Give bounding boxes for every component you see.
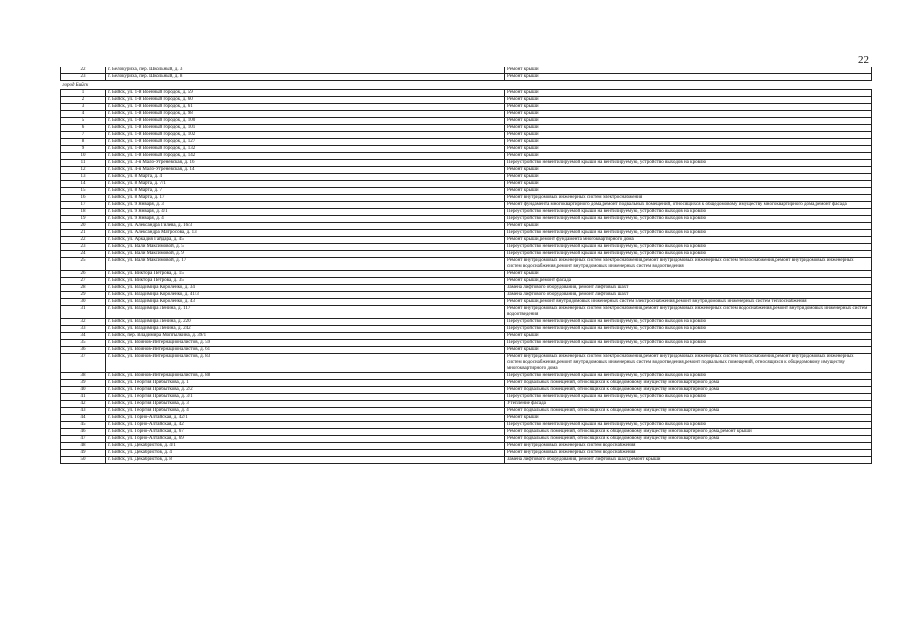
row-number: 9 xyxy=(61,146,106,153)
row-number: 3 xyxy=(61,104,106,111)
row-number: 18 xyxy=(61,209,106,216)
work-type-cell: Переустройство невентилируемой крыши на вентилируемую, устройство выходов на кровлю xyxy=(505,160,872,167)
address-cell: г. Бийск, ул. Вали Максимовой, д. 9 xyxy=(106,251,505,258)
row-number: 5 xyxy=(61,118,106,125)
row-number: 40 xyxy=(61,387,106,394)
work-type-cell: Ремонт крыши,ремонт внутридомовых инженерных систем электроснабжения,ремонт внутридомовых инженерных систем теплоснабжения xyxy=(505,299,872,306)
row-number: 7 xyxy=(61,132,106,139)
work-type-cell: Ремонт крыши xyxy=(505,90,872,97)
table-row xyxy=(61,319,872,326)
row-number: 30 xyxy=(61,299,106,306)
table-row xyxy=(61,380,872,387)
table-row xyxy=(61,278,872,285)
row-number: 22 xyxy=(61,237,106,244)
table-row xyxy=(61,97,872,104)
row-number: 32 xyxy=(61,319,106,326)
address-cell: г. Бийск, ул. 1-й Военный городок, д. 132 xyxy=(106,146,505,153)
row-number: 29 xyxy=(61,292,106,299)
table-row xyxy=(61,387,872,394)
address-cell: г. Белокуриха, пер. Школьный, д. 8 xyxy=(106,74,505,81)
row-number: 37 xyxy=(61,354,106,373)
row-number: 50 xyxy=(61,457,106,464)
address-cell: г. Бийск, ул. 9 Января, д. 3 xyxy=(106,202,505,209)
table-row xyxy=(61,237,872,244)
table-row xyxy=(61,401,872,408)
work-type-cell: Переустройство невентилируемой крыши на вентилируемую, устройство выходов на кровлю xyxy=(505,319,872,326)
address-cell: г. Бийск, ул. 3-я Мало-Угреневская, д. 16 xyxy=(106,160,505,167)
table-row xyxy=(61,354,872,373)
work-type-cell: Ремонт крыши xyxy=(505,153,872,160)
row-number: 15 xyxy=(61,188,106,195)
address-cell: г. Бийск, ул. Горно-Алтайская, д. 67 xyxy=(106,429,505,436)
address-cell: г. Бийск, ул. Владимира Короленко, д. 43 xyxy=(106,299,505,306)
work-type-cell: Ремонт внутридомовых инженерных систем водоснабжения xyxy=(505,450,872,457)
work-type-cell: Ремонт крыши xyxy=(505,118,872,125)
work-type-cell: Переустройство невентилируемой крыши на вентилируемую, устройство выходов на кровлю xyxy=(505,216,872,223)
row-number: 8 xyxy=(61,139,106,146)
address-cell: г. Бийск, ул. Виктора Петрова, д. 15 xyxy=(106,271,505,278)
work-type-cell: Переустройство невентилируемой крыши на вентилируемую, устройство выходов на кровлю xyxy=(505,244,872,251)
row-number: 25 xyxy=(61,258,106,271)
work-type-cell: Ремонт подвальных помещений, относящихся к общедомовому имуществу многоквартирного дома xyxy=(505,380,872,387)
table-row xyxy=(61,373,872,380)
work-type-cell: Переустройство невентилируемой крыши на вентилируемую, устройство выходов на кровлю xyxy=(505,373,872,380)
work-type-cell: Ремонт внутридомовых инженерных систем электроснабжения xyxy=(505,195,872,202)
work-type-cell: Переустройство невентилируемой крыши на вентилируемую, устройство выходов на кровлю xyxy=(505,251,872,258)
work-type-cell: Ремонт крыши xyxy=(505,188,872,195)
table-row xyxy=(61,258,872,271)
row-number: 12 xyxy=(61,167,106,174)
work-type-cell: Ремонт крыши xyxy=(505,97,872,104)
table-row xyxy=(61,188,872,195)
address-cell: г. Бийск, ул. 1-й Военный городок, д. 61 xyxy=(106,104,505,111)
row-number: 45 xyxy=(61,422,106,429)
row-number: 23 xyxy=(61,244,106,251)
table-row xyxy=(61,333,872,340)
work-type-cell: Замена лифтового оборудования, ремонт лифтовых шахт,ремонт крыши xyxy=(505,457,872,464)
table-row xyxy=(61,326,872,333)
work-type-cell: Ремонт подвальных помещений, относящихся к общедомовому имуществу многоквартирного дома xyxy=(505,408,872,415)
section-title: город Бийск xyxy=(61,81,872,90)
work-type-cell: Переустройство невентилируемой крыши на вентилируемую, устройство выходов на кровлю xyxy=(505,422,872,429)
work-type-cell: Ремонт внутридомовых инженерных систем водоснабжения xyxy=(505,443,872,450)
work-type-cell: Переустройство невентилируемой крыши на вентилируемую, устройство выходов на кровлю xyxy=(505,394,872,401)
row-number: 42 xyxy=(61,401,106,408)
row-number: 2 xyxy=(61,97,106,104)
address-cell: г. Бийск, ул. Декабристов, д. 4 xyxy=(106,450,505,457)
row-number: 21 xyxy=(61,230,106,237)
address-cell: г. Бийск, ул. 1-й Военный городок, д. 100 xyxy=(106,118,505,125)
table-row xyxy=(61,160,872,167)
work-type-cell: Ремонт внутридомовых инженерных систем электроснабжения,ремонт внутридомовых инженерных систем водоснабжения,ремонт внутридомовых инженерных систем водоотведения xyxy=(505,306,872,319)
address-cell: г. Бийск, ул. Горно-Алтайская, д. 69 xyxy=(106,436,505,443)
address-cell: г. Белокуриха, пер. Школьный, д. 3 xyxy=(106,67,505,74)
row-number: 31 xyxy=(61,306,106,319)
row-number: 47 xyxy=(61,436,106,443)
work-type-cell: Переустройство невентилируемой крыши на вентилируемую, устройство выходов на кровлю xyxy=(505,340,872,347)
work-type-cell: Ремонт крыши xyxy=(505,74,872,81)
table-row xyxy=(61,111,872,118)
work-type-cell: Ремонт внутридомовых инженерных систем электроснабжения,ремонт внутридомовых инженерных систем теплоснабжения,ремонт внутридомовых инженерных систем водоснабжения,ремонт внутридомовых инженерных систем водоотведения,ремонт подвальных помещений, относящихся к общедомовому имуществу многоквартирного дома xyxy=(505,354,872,373)
work-type-cell: Замена лифтового оборудования, ремонт лифтовых шахт xyxy=(505,292,872,299)
work-type-cell: Ремонт крыши xyxy=(505,415,872,422)
work-type-cell: Ремонт крыши,ремонт фасада xyxy=(505,278,872,285)
row-number: 49 xyxy=(61,450,106,457)
repair-program-table xyxy=(60,67,872,464)
work-type-cell: Ремонт крыши xyxy=(505,347,872,354)
table-row xyxy=(61,429,872,436)
work-type-cell: Ремонт крыши xyxy=(505,181,872,188)
table-row xyxy=(61,209,872,216)
table-row xyxy=(61,306,872,319)
address-cell: г. Бийск, ул. Георгия Прибыткова, д. 2/2 xyxy=(106,387,505,394)
work-type-cell: Ремонт крыши xyxy=(505,104,872,111)
row-number: 11 xyxy=(61,160,106,167)
row-number: 38 xyxy=(61,373,106,380)
table-row xyxy=(61,153,872,160)
row-number: 20 xyxy=(61,223,106,230)
table-row xyxy=(61,271,872,278)
table-row xyxy=(61,181,872,188)
table-row xyxy=(61,436,872,443)
address-cell: г. Бийск, ул. Горно-Алтайская, д. 42/1 xyxy=(106,415,505,422)
address-cell: г. Бийск, ул. Воинов-Интернационалистов, д. 88 xyxy=(106,373,505,380)
work-type-cell: Ремонт крыши xyxy=(505,67,872,74)
row-number: 26 xyxy=(61,271,106,278)
row-number: 24 xyxy=(61,251,106,258)
address-cell: г. Бийск, ул. Георгия Прибыткова, д. 1 xyxy=(106,380,505,387)
work-type-cell: Ремонт крыши xyxy=(505,111,872,118)
table-row xyxy=(61,415,872,422)
table-row xyxy=(61,394,872,401)
address-cell: г. Бийск, ул. 1-й Военный городок, д. 101 xyxy=(106,125,505,132)
address-cell: г. Бийск, ул. Декабристов, д. 4/1 xyxy=(106,443,505,450)
work-type-cell: Ремонт фундамента многоквартирного дома,ремонт подвальных помещений, относящихся к общедомовому имуществу многоквартирного дома,ремонт фасада xyxy=(505,202,872,209)
row-number: 35 xyxy=(61,340,106,347)
table-row xyxy=(61,340,872,347)
work-type-cell: Переустройство невентилируемой крыши на вентилируемую, устройство выходов на кровлю xyxy=(505,209,872,216)
row-number: 46 xyxy=(61,429,106,436)
row-number: 36 xyxy=(61,347,106,354)
table-row xyxy=(61,408,872,415)
table-row xyxy=(61,132,872,139)
address-cell: г. Бийск, ул. 1-й Военный городок, д. 59 xyxy=(106,90,505,97)
work-type-cell: Замена лифтового оборудования, ремонт лифтовых шахт xyxy=(505,285,872,292)
row-number: 43 xyxy=(61,408,106,415)
row-number: 27 xyxy=(61,278,106,285)
row-number: 16 xyxy=(61,195,106,202)
address-cell: г. Бийск, ул. 1-й Военный городок, д. 142 xyxy=(106,153,505,160)
table-row xyxy=(61,174,872,181)
table-row xyxy=(61,202,872,209)
table-row xyxy=(61,90,872,97)
address-cell: г. Бийск, ул. Георгия Прибыткова, д. 4 xyxy=(106,408,505,415)
table-row xyxy=(61,195,872,202)
table-row xyxy=(61,230,872,237)
page-number: 22 xyxy=(858,54,869,66)
table-row xyxy=(61,104,872,111)
work-type-cell: Ремонт крыши xyxy=(505,139,872,146)
table-row xyxy=(61,299,872,306)
table-row xyxy=(61,216,872,223)
address-cell: г. Бийск, ул. 9 Января, д. 4 xyxy=(106,216,505,223)
work-type-cell: Ремонт подвальных помещений, относящихся к общедомовому имуществу многоквартирного дома,ремонт крыши xyxy=(505,429,872,436)
work-type-cell: Ремонт крыши xyxy=(505,333,872,340)
table-row xyxy=(61,292,872,299)
work-type-cell: Переустройство невентилируемой крыши на вентилируемую, устройство выходов на кровлю xyxy=(505,230,872,237)
address-cell: г. Бийск, ул. Александра Гилёва, д. 16/3 xyxy=(106,223,505,230)
table-row xyxy=(61,457,872,464)
row-number: 14 xyxy=(61,181,106,188)
work-type-cell: Ремонт крыши xyxy=(505,132,872,139)
row-number: 39 xyxy=(61,380,106,387)
row-number: 33 xyxy=(61,326,106,333)
address-cell: г. Бийск, ул. 9 Января, д. 4/1 xyxy=(106,209,505,216)
address-cell: г. Бийск, ул. 1-й Военный городок, д. 98 xyxy=(106,111,505,118)
address-cell: г. Бийск, ул. Вали Максимовой, д. 5 xyxy=(106,244,505,251)
address-cell: г. Бийск, ул. Александра Матросова, д. 13 xyxy=(106,230,505,237)
row-number: 1 xyxy=(61,90,106,97)
table-body xyxy=(61,67,872,464)
row-number: 13 xyxy=(61,174,106,181)
address-cell: г. Бийск, ул. Владимира Ленина, д. 242 xyxy=(106,326,505,333)
table-row xyxy=(61,347,872,354)
work-type-cell: Ремонт крыши xyxy=(505,125,872,132)
row-number: 23 xyxy=(61,74,106,81)
address-cell: г. Бийск, ул. Георгия Прибыткова, д. 3 xyxy=(106,401,505,408)
table-row xyxy=(61,146,872,153)
row-number: 4 xyxy=(61,111,106,118)
address-cell: г. Бийск, ул. 1-й Военный городок, д. 102 xyxy=(106,132,505,139)
address-cell: г. Бийск, ул. 8 Марта, д. 4 xyxy=(106,174,505,181)
work-type-cell: Переустройство невентилируемой крыши на вентилируемую, устройство выходов на кровлю xyxy=(505,326,872,333)
work-type-cell: Ремонт подвальных помещений, относящихся к общедомовому имуществу многоквартирного дома xyxy=(505,387,872,394)
row-number: 22 xyxy=(61,67,106,74)
work-type-cell: Ремонт внутридомовых инженерных систем электроснабжения,ремонт внутридомовых инженерных систем теплоснабжения,ремонт внутридомовых инженерных систем водоснабжения,ремонт внутридомовых инженерных систем водоотведения xyxy=(505,258,872,271)
address-cell: г. Бийск, ул. 8 Марта, д. 17 xyxy=(106,195,505,202)
row-number: 10 xyxy=(61,153,106,160)
row-number: 6 xyxy=(61,125,106,132)
table-row xyxy=(61,244,872,251)
address-cell: г. Бийск, ул. Владимира Ленина, д. 117 xyxy=(106,306,505,319)
row-number: 17 xyxy=(61,202,106,209)
section-header-row xyxy=(61,81,872,90)
address-cell: г. Бийск, ул. 1-й Военный городок, д. 127 xyxy=(106,139,505,146)
table-row xyxy=(61,285,872,292)
table-row xyxy=(61,422,872,429)
address-cell: г. Бийск, ул. Аркадия Гайдара, д. 45 xyxy=(106,237,505,244)
address-cell: г. Бийск, ул. Вали Максимовой, д. 17 xyxy=(106,258,505,271)
row-number: 48 xyxy=(61,443,106,450)
work-type-cell: Утепление фасада xyxy=(505,401,872,408)
table-row xyxy=(61,450,872,457)
row-number: 34 xyxy=(61,333,106,340)
work-type-cell: Ремонт крыши xyxy=(505,271,872,278)
table-row xyxy=(61,74,872,81)
table-row xyxy=(61,223,872,230)
work-type-cell: Ремонт крыши xyxy=(505,167,872,174)
address-cell: г. Бийск, ул. Владимира Короленко, д. 34 xyxy=(106,285,505,292)
address-cell: г. Бийск, ул. 4-я Мало-Угреневская, д. 14 xyxy=(106,167,505,174)
table-row xyxy=(61,125,872,132)
work-type-cell: Ремонт крыши xyxy=(505,223,872,230)
table-row xyxy=(61,167,872,174)
address-cell: г. Бийск, ул. Владимира Короленко, д. 41/3 xyxy=(106,292,505,299)
address-cell: г. Бийск, ул. 8 Марта, д. 7/1 xyxy=(106,181,505,188)
address-cell: г. Бийск, ул. Декабристов, д. 8 xyxy=(106,457,505,464)
address-cell: г. Бийск, ул. Воинов-Интернационалистов, д. 83 xyxy=(106,354,505,373)
address-cell: г. Бийск, ул. Виктора Петрова, д. 35 xyxy=(106,278,505,285)
work-type-cell: Ремонт подвальных помещений, относящихся к общедомовому имуществу многоквартирного дома xyxy=(505,436,872,443)
address-cell: г. Бийск, ул. Георгия Прибыткова, д. 3/1 xyxy=(106,394,505,401)
address-cell: г. Бийск, ул. 8 Марта, д. 7 xyxy=(106,188,505,195)
address-cell: г. Бийск, ул. Воинов-Интернационалистов, д. 61 xyxy=(106,347,505,354)
table-row xyxy=(61,118,872,125)
address-cell: г. Бийск, ул. Воинов-Интернационалистов, д. 59 xyxy=(106,340,505,347)
work-type-cell: Ремонт крыши xyxy=(505,146,872,153)
row-number: 19 xyxy=(61,216,106,223)
table-row xyxy=(61,139,872,146)
table-row xyxy=(61,443,872,450)
table-row xyxy=(61,251,872,258)
address-cell: г. Бийск, ул. Горно-Алтайская, д. 42 xyxy=(106,422,505,429)
address-cell: г. Бийск, ул. Владимира Ленина, д. 220 xyxy=(106,319,505,326)
row-number: 44 xyxy=(61,415,106,422)
row-number: 28 xyxy=(61,285,106,292)
work-type-cell: Ремонт крыши xyxy=(505,174,872,181)
work-type-cell: Ремонт крыши,ремонт фундамента многоквартирного дома xyxy=(505,237,872,244)
address-cell: г. Бийск, ул. 1-й Военный городок, д. 60 xyxy=(106,97,505,104)
address-cell: г. Бийск, пер. Владимира Мопгылкина, д. 39/1 xyxy=(106,333,505,340)
row-number: 41 xyxy=(61,394,106,401)
